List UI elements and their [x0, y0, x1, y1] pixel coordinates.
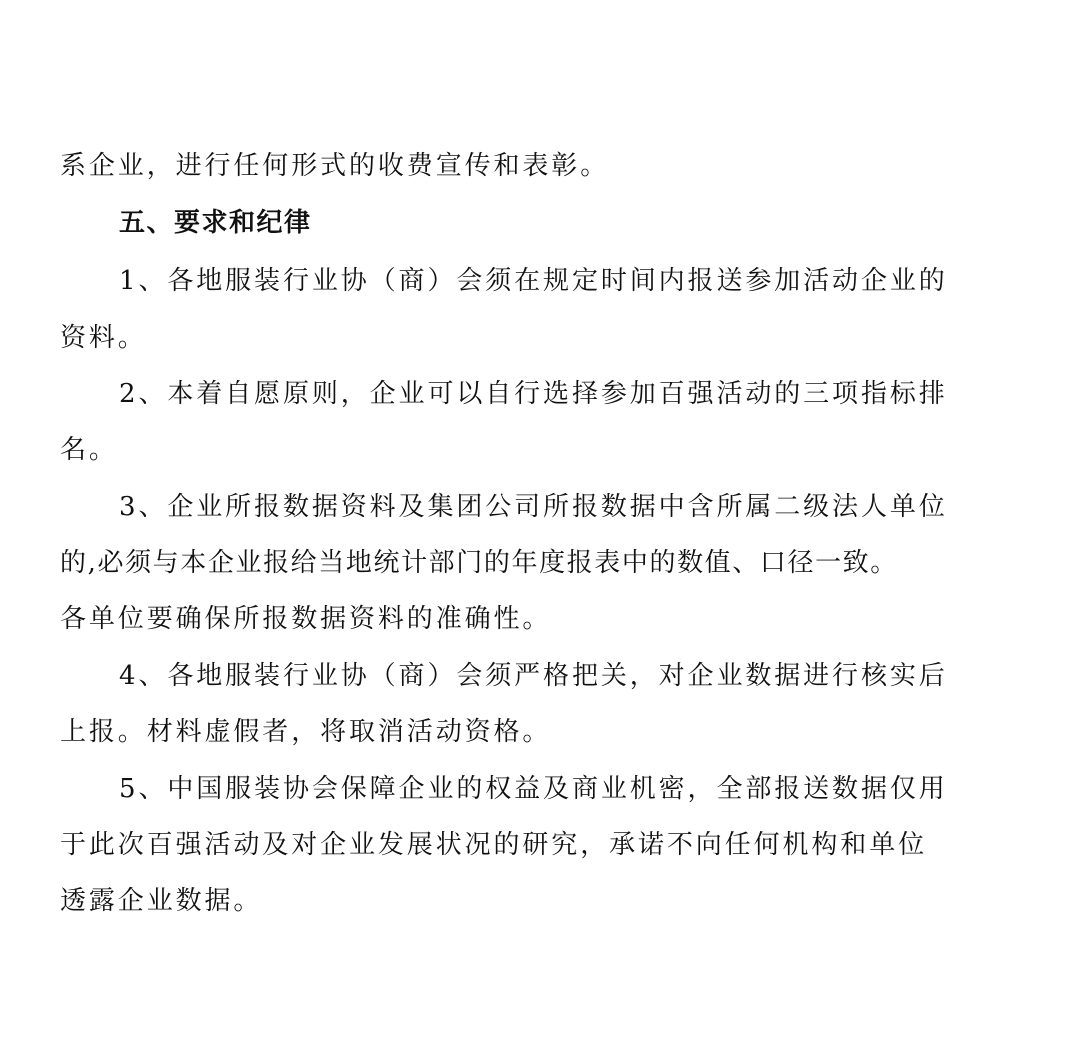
item-5-line-1: 5、中国服装协会保障企业的权益及商业机密，全部报送数据仅用	[119, 774, 948, 804]
item-3-line-2: 的,必须与本企业报给当地统计部门的年度报表中的数值、口径一致。	[60, 548, 898, 578]
continuation-text: 系企业，进行任何形式的收费宣传和表彰。	[60, 151, 610, 181]
section-heading: 五、要求和纪律	[119, 208, 312, 238]
item-1-line-1: 1、各地服装行业协（商）会须在规定时间内报送参加活动企业的	[119, 266, 948, 296]
item-4-line-1: 4、各地服装行业协（商）会须严格把关，对企业数据进行核实后	[119, 661, 948, 691]
item-3-line-1: 3、企业所报数据资料及集团公司所报数据中含所属二级法人单位	[119, 492, 948, 522]
item-1-line-2: 资料。	[60, 323, 147, 353]
item-5-line-3: 透露企业数据。	[60, 886, 263, 916]
item-4-line-2: 上报。材料虚假者，将取消活动资格。	[60, 717, 552, 747]
item-2-line-1: 2、本着自愿原则，企业可以自行选择参加百强活动的三项指标排	[119, 379, 948, 409]
item-3-line-3: 各单位要确保所报数据资料的准确性。	[60, 604, 552, 634]
item-2-line-2: 名。	[60, 435, 118, 465]
item-5-line-2: 于此次百强活动及对企业发展状况的研究，承诺不向任何机构和单位	[60, 830, 928, 860]
